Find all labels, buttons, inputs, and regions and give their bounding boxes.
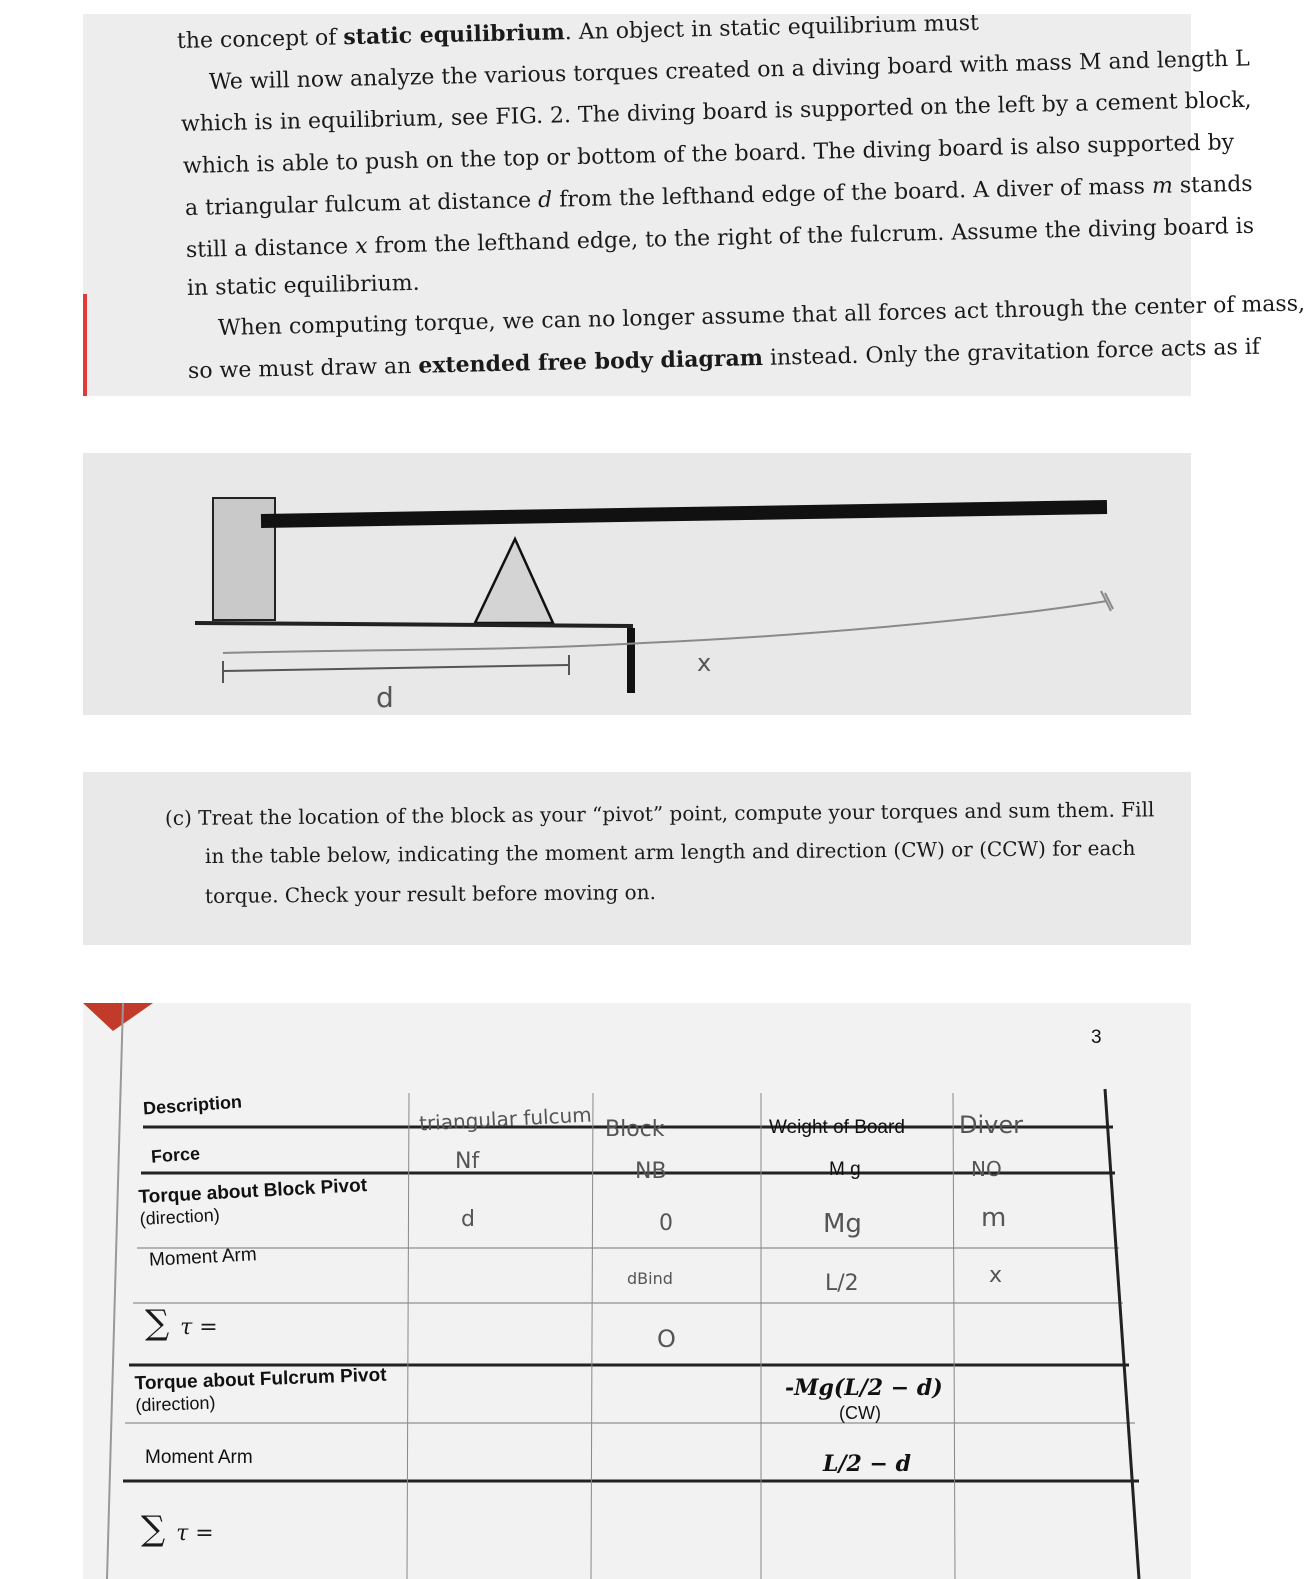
- label-torque-block-title: Torque about Block Pivot: [138, 1175, 368, 1208]
- question-line-3: torque. Check your result before moving on.: [204, 880, 656, 908]
- text-fragment: still a distance: [185, 234, 356, 263]
- sum-symbol: ∑: [141, 1509, 166, 1549]
- text-line-8: [188, 334, 1260, 384]
- label-torque-fulcrum: [134, 1365, 387, 1417]
- diving-board: [261, 507, 1107, 521]
- page-corner-shadow: [83, 1003, 153, 1031]
- cell-description-fulcrum: triangular fulcum: [418, 1102, 593, 1136]
- cell-moment-arm-board: L/2: [825, 1271, 859, 1296]
- label-torque-block-direction: (direction): [139, 1204, 221, 1229]
- term-extended-fbd: extended free body diagram: [418, 344, 764, 379]
- sum-symbol: ∑: [145, 1303, 170, 1343]
- text-fragment: so we must draw an: [187, 353, 419, 384]
- text-fragment: the concept of: [176, 25, 344, 54]
- label-moment-arm-1: Moment Arm: [148, 1244, 258, 1271]
- text-fragment: from the lefthand edge, to the right of the fulcrum. Assume the diving board is: [367, 213, 1255, 259]
- label-force: Force: [150, 1143, 201, 1167]
- text-fragment: a triangular fulcum at distance: [184, 187, 539, 221]
- col-line: [407, 1093, 409, 1579]
- var-x: x: [354, 233, 368, 260]
- label-sum-torque-2: [141, 1509, 214, 1549]
- textbook-text-panel: [83, 10, 1305, 396]
- cell-force-block: NB: [635, 1159, 667, 1184]
- var-d: d: [537, 187, 553, 213]
- cell-torque-block-diver: m: [981, 1203, 1007, 1233]
- cell-description-board: Weight of Board: [769, 1117, 905, 1138]
- cell-torque-block-board: Mg: [823, 1209, 862, 1239]
- tau-symbol: τ =: [176, 1521, 214, 1546]
- hand-drawn-d-line: [223, 665, 569, 671]
- cell-torque-fulcrum-board: -Mg(L/2 − d): [785, 1375, 943, 1401]
- cell-torque-fulcrum-board-direction: (CW): [839, 1403, 881, 1423]
- text-line-5: [186, 214, 1255, 263]
- cell-sum-block: O: [657, 1325, 676, 1353]
- text-fragment: instead. Only the gravitation force acts as if: [762, 334, 1261, 371]
- label-d: d: [376, 681, 394, 714]
- cell-description-block: Block: [605, 1117, 665, 1142]
- cell-force-fulcrum: Nf: [455, 1149, 480, 1174]
- worksheet-table-panel: [83, 1003, 1191, 1579]
- triangular-fulcrum: [475, 539, 553, 623]
- question-line-2: in the table below, indicating the moment arm length and direction (CW) or (CCW) for each: [204, 835, 1136, 868]
- text-line-3: which is able to push on the top or bottom of the board. The diving board is also supported by: [182, 130, 1235, 179]
- label-sum-torque-1: [145, 1303, 218, 1343]
- ground-ledge: [195, 623, 631, 693]
- diving-board-figure: [83, 453, 1191, 715]
- var-m: m: [1151, 173, 1174, 200]
- text-line-7: When computing torque, we can no longer assume that all forces act through the center of mass,: [217, 291, 1305, 341]
- question-line-1: (c) Treat the location of the block as your “pivot” point, compute your torques and sum them. Fill: [164, 797, 1155, 830]
- label-description: Description: [142, 1091, 243, 1119]
- term-static-equilibrium: static equilibrium: [343, 19, 566, 51]
- question-panel: [83, 772, 1191, 945]
- cell-moment-arm-diver: x: [989, 1263, 1003, 1288]
- text-fragment: stands: [1172, 171, 1253, 199]
- col-line: [953, 1093, 955, 1579]
- text-line-2: which is in equilibrium, see FIG. 2. The diving board is supported on the left by a cement block,: [180, 87, 1252, 137]
- col-line: [591, 1093, 593, 1579]
- table-right-border: [1105, 1089, 1139, 1579]
- text-fragment: from the lefthand edge of the board. A diver of mass: [551, 174, 1153, 213]
- cell-torque-block-block: 0: [659, 1211, 673, 1236]
- hand-drawn-x-line: [223, 601, 1107, 653]
- page-fold: [107, 1003, 123, 1579]
- text-line-6: in static equilibrium.: [186, 270, 420, 301]
- label-torque-fulcrum-direction: (direction): [135, 1392, 216, 1416]
- tau-symbol: τ =: [180, 1315, 218, 1340]
- text-fragment: . An object in static equilibrium must: [564, 10, 980, 46]
- table-grid: [83, 1003, 1191, 1579]
- cell-moment-arm-block: dBind: [627, 1269, 673, 1288]
- text-line-1: We will now analyze the various torques created on a diving board with mass M and length L: [208, 46, 1250, 95]
- label-torque-fulcrum-title: Torque about Fulcrum Pivot: [134, 1364, 387, 1395]
- figure-drawing: [83, 453, 1191, 715]
- text-line-4: [185, 172, 1253, 221]
- cell-torque-block-fulcrum: d: [461, 1207, 475, 1232]
- label-x: x: [697, 649, 712, 677]
- text-line-0: [177, 10, 979, 54]
- cell-force-diver: NO: [971, 1157, 1002, 1181]
- page-number: 3: [1091, 1027, 1102, 1048]
- label-moment-arm-2: Moment Arm: [145, 1447, 253, 1468]
- cell-moment-arm-fulcrum-board: L/2 − d: [823, 1451, 911, 1477]
- cell-force-board: M g: [829, 1159, 861, 1180]
- page-edge-highlight: [83, 294, 87, 396]
- cell-description-diver: Diver: [959, 1111, 1023, 1139]
